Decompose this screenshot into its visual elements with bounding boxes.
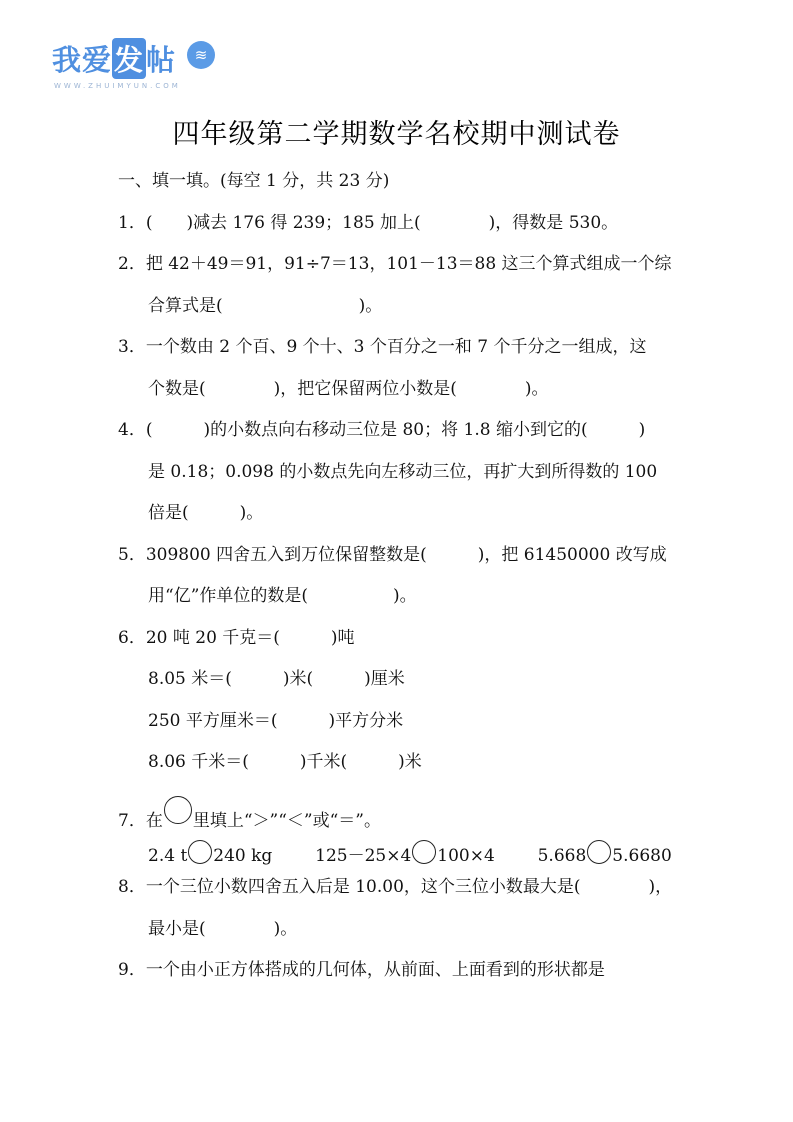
compare-circle-icon <box>587 840 611 864</box>
logo-url: WWW.ZHUIMYUN.COM <box>54 82 181 90</box>
site-logo <box>52 38 242 94</box>
chat-bubble-icon: ≋ <box>187 41 215 69</box>
question-7-line-2 <box>148 840 672 867</box>
question-5-line-2: 用“亿”作单位的数是( )。 <box>148 586 417 606</box>
question-9: 9．一个由小正方体搭成的几何体，从前面、上面看到的形状都是 <box>118 960 605 980</box>
question-6-line-2: 8.05 米＝( )米( )厘米 <box>148 669 405 689</box>
question-2-line-2: 合算式是( )。 <box>148 296 383 316</box>
compare-item: 125－25×4 <box>315 846 412 866</box>
compare-item: 5.6680 <box>612 846 672 866</box>
q7-prefix: 7．在 <box>118 811 163 831</box>
question-8-line-1: 8．一个三位小数四舍五入后是 10.00，这个三位小数最大是( )， <box>118 877 673 897</box>
question-7-line-1 <box>118 796 381 832</box>
question-3-line-2: 个数是( )，把它保留两位小数是( )。 <box>148 379 549 399</box>
question-4-line-2: 是 0.18；0.098 的小数点先向左移动三位，再扩大到所得数的 100 <box>148 462 658 482</box>
page-title: 四年级第二学期数学名校期中测试卷 <box>172 119 621 150</box>
logo-text: 我爱发帖 <box>52 38 176 79</box>
blank-circle-icon <box>164 796 192 824</box>
question-5-line-1: 5．309800 四舍五入到万位保留整数是( )，把 61450000 改写成 <box>118 545 667 565</box>
compare-circle-icon <box>412 840 436 864</box>
question-4-line-1: 4．( )的小数点向右移动三位是 80；将 1.8 缩小到它的( ) <box>118 420 646 440</box>
question-1: 1．( )减去 176 得 239；185 加上( )，得数是 530。 <box>118 213 619 233</box>
question-2-line-1: 2．把 42＋49＝91，91÷7＝13，101－13＝88 这三个算式组成一个综 <box>118 254 672 274</box>
question-6-line-1: 6．20 吨 20 千克＝( )吨 <box>118 628 355 648</box>
compare-item: 240 kg <box>213 846 273 866</box>
compare-circle-icon <box>188 840 212 864</box>
section-heading: 一、填一填。(每空 1 分，共 23 分) <box>118 171 390 191</box>
question-3-line-1: 3．一个数由 2 个百、9 个十、3 个百分之一和 7 个千分之一组成，这 <box>118 337 647 357</box>
question-6-line-4: 8.06 千米＝( )千米( )米 <box>148 752 422 772</box>
question-6-line-3: 250 平方厘米＝( )平方分米 <box>148 711 404 731</box>
compare-item: 5.668 <box>537 846 587 866</box>
compare-item: 100×4 <box>437 846 495 866</box>
question-8-line-2: 最小是( )。 <box>148 919 298 939</box>
compare-item: 2.4 t <box>148 846 188 866</box>
question-4-line-3: 倍是( )。 <box>148 503 264 523</box>
q7-suffix: 里填上“＞”“＜”或“＝”。 <box>192 811 381 831</box>
